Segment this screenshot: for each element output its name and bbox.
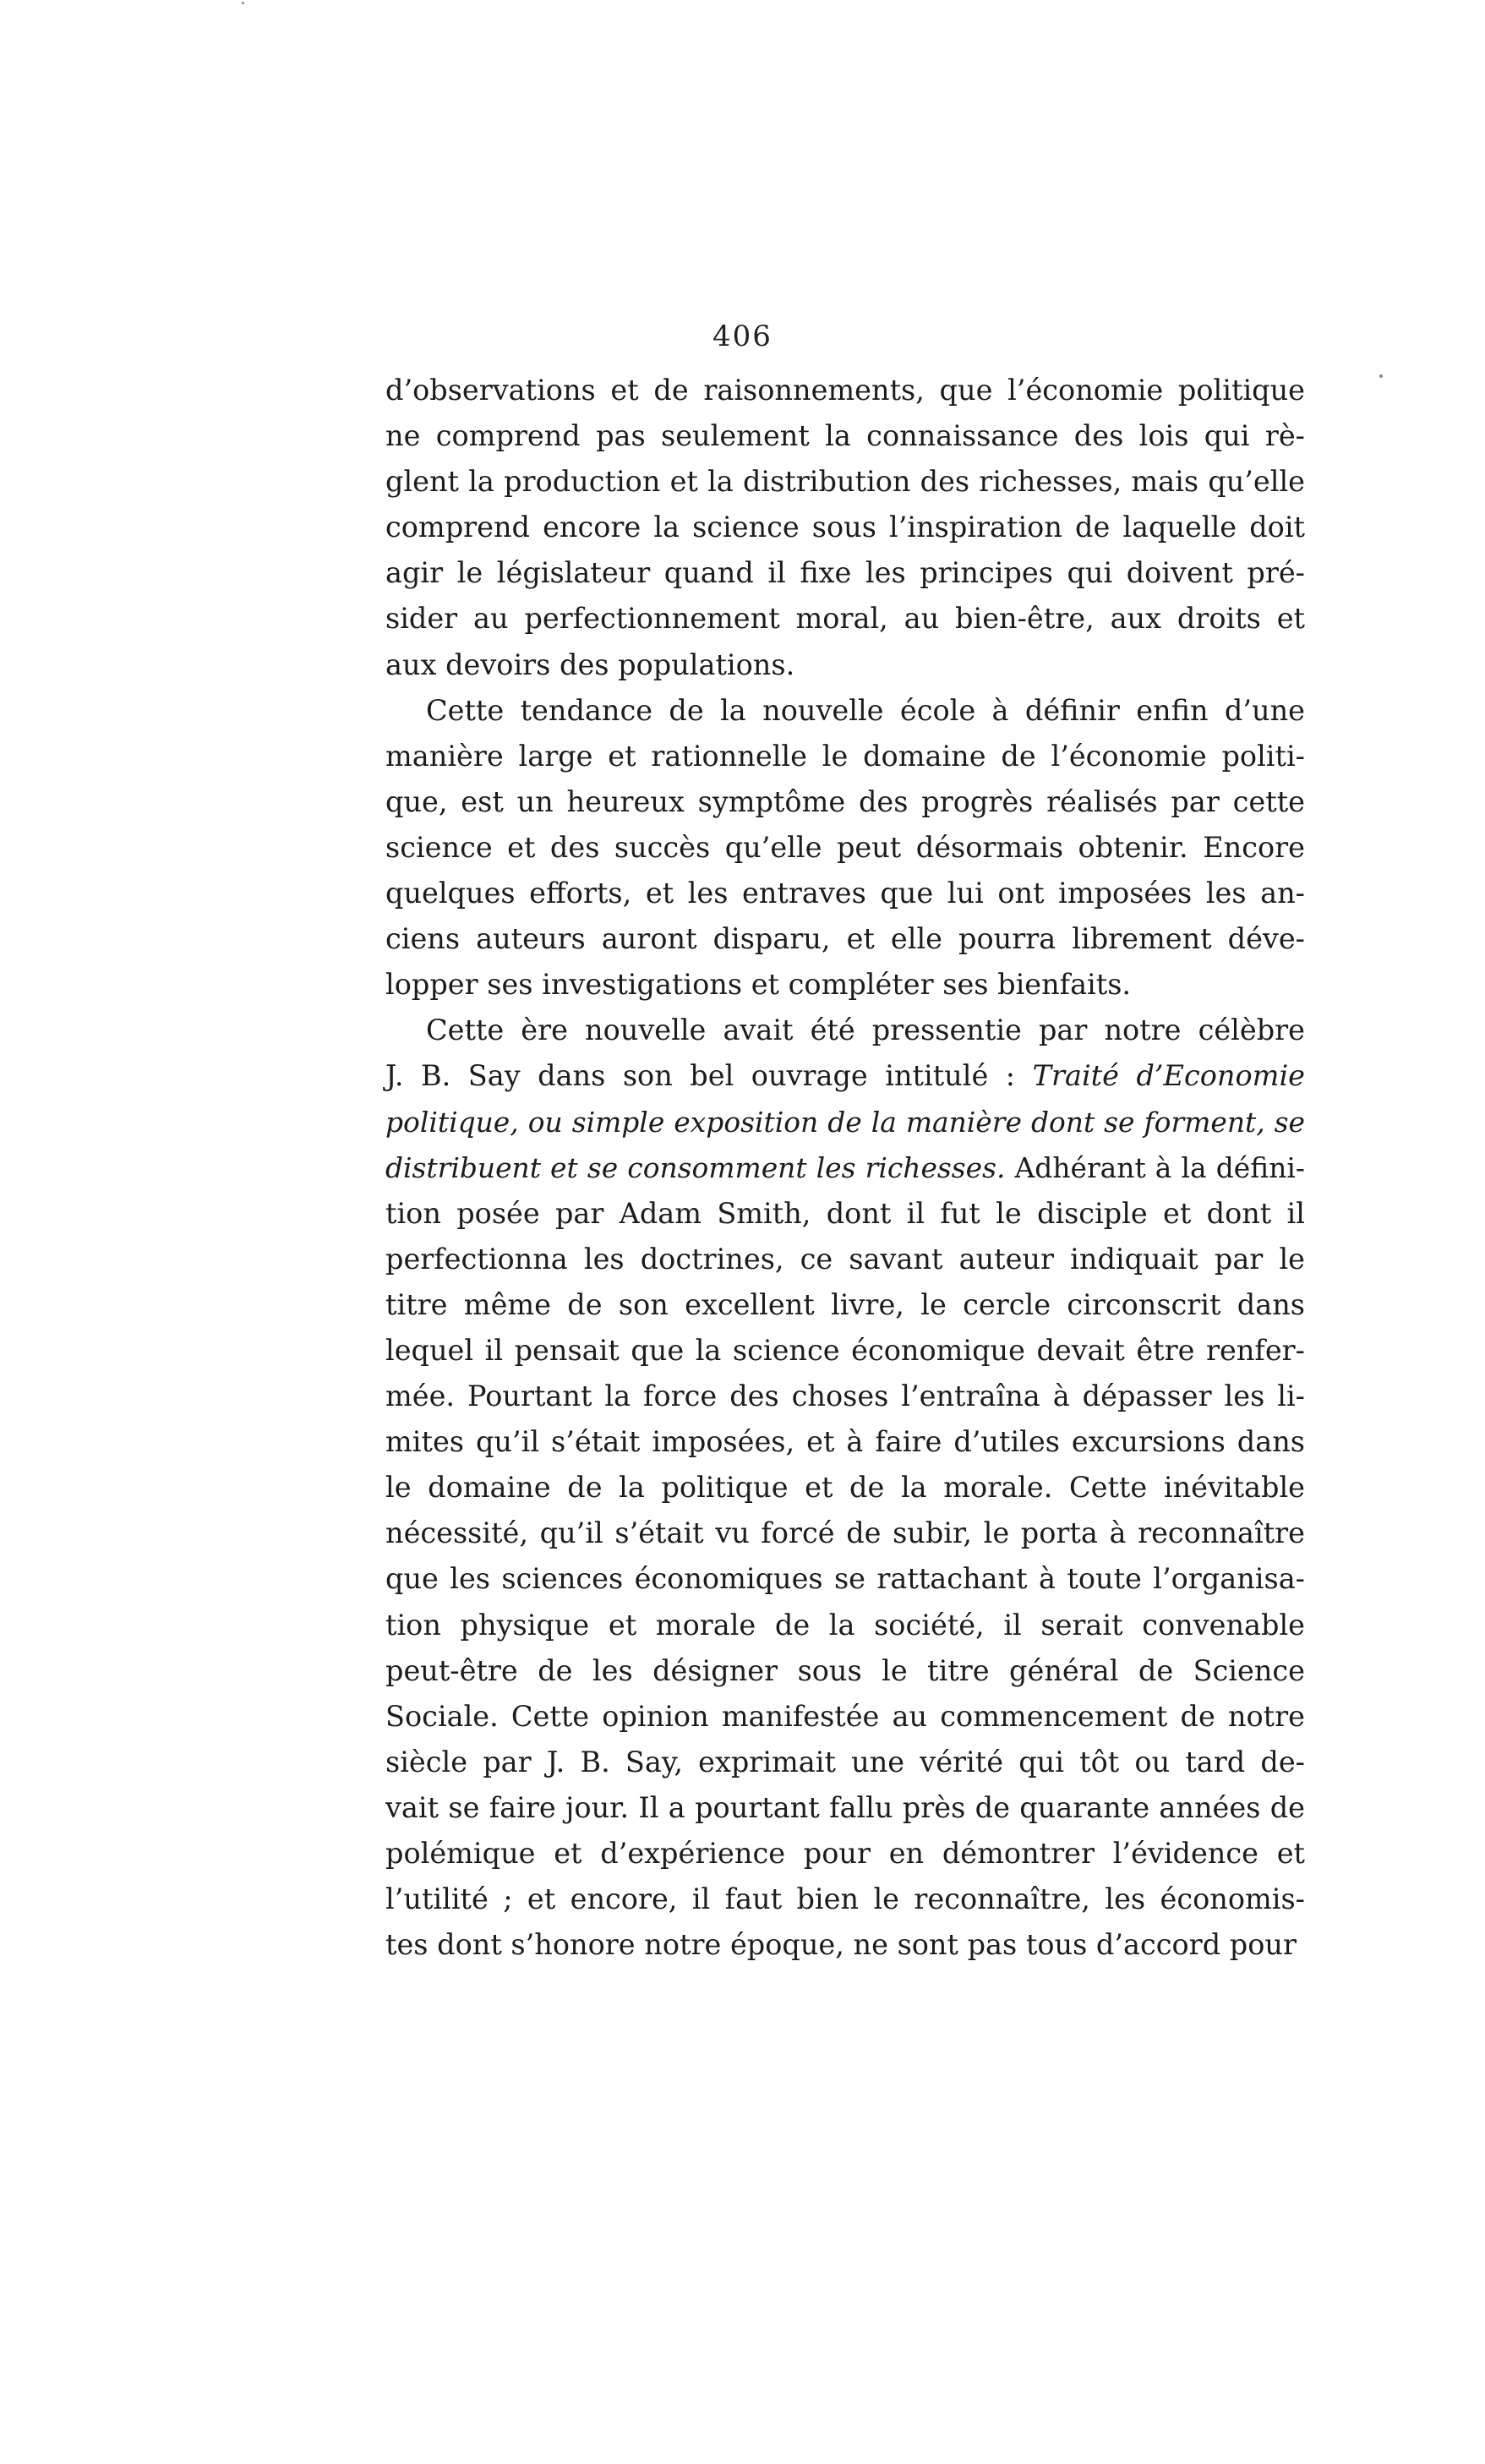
text-line: [385, 1008, 1305, 1053]
text-line: [385, 1145, 1305, 1191]
italic-text: Traité d’Economie: [1032, 1059, 1305, 1093]
text-run: agir le législateur quand il fixe les principes qui doivent pré-: [385, 556, 1305, 590]
text-run: d’observations et de raisonnements, que l’économie politique: [385, 374, 1305, 407]
text-run: manière large et rationnelle le domaine de l’économie politi-: [385, 739, 1305, 773]
text-line: [385, 1877, 1305, 1922]
text-run: science et des succès qu’elle peut désormais obtenir. Encore: [385, 830, 1305, 864]
text-line: [385, 368, 1305, 413]
text-run: que, est un heureux symptôme des progrès réalisés par cette: [385, 784, 1305, 818]
text-run: nécessité, qu’il s’était vu forcé de subir, le porta à reconnaître: [385, 1516, 1305, 1550]
paragraph: [385, 1008, 1305, 1968]
text-line: [385, 688, 1305, 734]
text-run: aux devoirs des populations.: [385, 647, 795, 681]
text-run: tion posée par Adam Smith, dont il fut le disciple et dont il: [385, 1196, 1305, 1230]
paragraph: [385, 368, 1305, 688]
text-run: lopper ses investigations et compléter ses bienfaits.: [385, 968, 1132, 1002]
text-line: [385, 1282, 1305, 1328]
text-run: Adhérant à la défini-: [1005, 1150, 1305, 1184]
text-line: [385, 596, 1305, 642]
text-run: comprend encore la science sous l’inspiration de laquelle doit: [385, 511, 1305, 544]
paragraph: [385, 688, 1305, 1008]
text-run: titre même de son excellent livre, le cercle circonscrit dans: [385, 1287, 1305, 1321]
text-line: [385, 1465, 1305, 1511]
text-line: [385, 505, 1305, 550]
text-run: ciens auteurs auront disparu, et elle pourra librement déve-: [385, 922, 1305, 956]
text-line: [385, 413, 1305, 459]
text-run: que les sciences économiques se rattachant à toute l’organisa-: [385, 1562, 1305, 1596]
text-line: [385, 1922, 1305, 1968]
text-run: tes dont s’honore notre époque, ne sont pas tous d’accord pour: [385, 1928, 1297, 1962]
text-run: mée. Pourtant la force des choses l’entraîna à dépasser les li-: [385, 1380, 1305, 1413]
text-run: le domaine de la politique et de la morale. Cette inévitable: [385, 1471, 1305, 1505]
text-run: mites qu’il s’était imposées, et à faire d’utiles excursions dans: [385, 1425, 1305, 1459]
text-line: [385, 1648, 1305, 1694]
text-run: l’utilité ; et encore, il faut bien le reconnaître, les économis-: [385, 1882, 1305, 1916]
text-line: [385, 734, 1305, 779]
text-run: sider au perfectionnement moral, au bien-être, aux droits et: [385, 602, 1305, 636]
text-line: [385, 871, 1305, 916]
text-run: lequel il pensait que la science économique devait être renfer-: [385, 1333, 1305, 1367]
italic-text: distribuent et se consomment les richesses.: [385, 1150, 1006, 1184]
text-line: [385, 1053, 1305, 1099]
text-line: [385, 642, 1305, 688]
text-run: Cette tendance de la nouvelle école à définir enfin d’une: [426, 693, 1305, 727]
text-line: [385, 1328, 1305, 1374]
text-run: J. B. Say dans son bel ouvrage intitulé :: [385, 1059, 1033, 1093]
text-run: Sociale. Cette opinion manifestée au commencement de notre: [385, 1699, 1305, 1733]
text-line: [385, 1237, 1305, 1282]
text-line: [385, 779, 1305, 825]
text-run: glent la production et la distribution des richesses, mais qu’elle: [385, 465, 1305, 499]
text-run: siècle par J. B. Say, exprimait une vérité qui tôt ou tard de-: [385, 1745, 1305, 1778]
text-run: perfectionna les doctrines, ce savant auteur indiquait par le: [385, 1242, 1305, 1276]
body-text: [385, 368, 1305, 1968]
page-number: 406: [712, 320, 773, 353]
text-run: ne comprend pas seulement la connaissance des lois qui rè-: [385, 419, 1305, 453]
text-line: [385, 550, 1305, 596]
text-line: [385, 1785, 1305, 1831]
text-line: [385, 1603, 1305, 1648]
italic-text: politique, ou simple exposition de la manière dont se forment, se: [385, 1105, 1305, 1139]
text-line: [385, 1556, 1305, 1602]
text-line: [385, 1831, 1305, 1877]
text-run: Cette ère nouvelle avait été pressentie par notre célèbre: [426, 1013, 1305, 1047]
text-line: [385, 1100, 1305, 1145]
text-line: [385, 1694, 1305, 1740]
text-line: [385, 459, 1305, 505]
text-line: [385, 1740, 1305, 1785]
text-line: [385, 1511, 1305, 1556]
text-line: [385, 825, 1305, 871]
scan-speck: [1379, 374, 1383, 378]
text-run: peut-être de les désigner sous le titre général de Science: [385, 1653, 1305, 1687]
text-line: [385, 1374, 1305, 1419]
text-run: polémique et d’expérience pour en démontrer l’évidence et: [385, 1837, 1305, 1870]
text-run: tion physique et morale de la société, il serait convenable: [385, 1608, 1305, 1642]
text-run: quelques efforts, et les entraves que lui ont imposées les an-: [385, 877, 1305, 910]
scan-speck: [242, 2, 244, 4]
text-line: [385, 1191, 1305, 1237]
text-line: [385, 916, 1305, 962]
text-line: [385, 962, 1305, 1008]
text-line: [385, 1419, 1305, 1465]
text-run: vait se faire jour. Il a pourtant fallu près de quarante années de: [385, 1790, 1305, 1824]
